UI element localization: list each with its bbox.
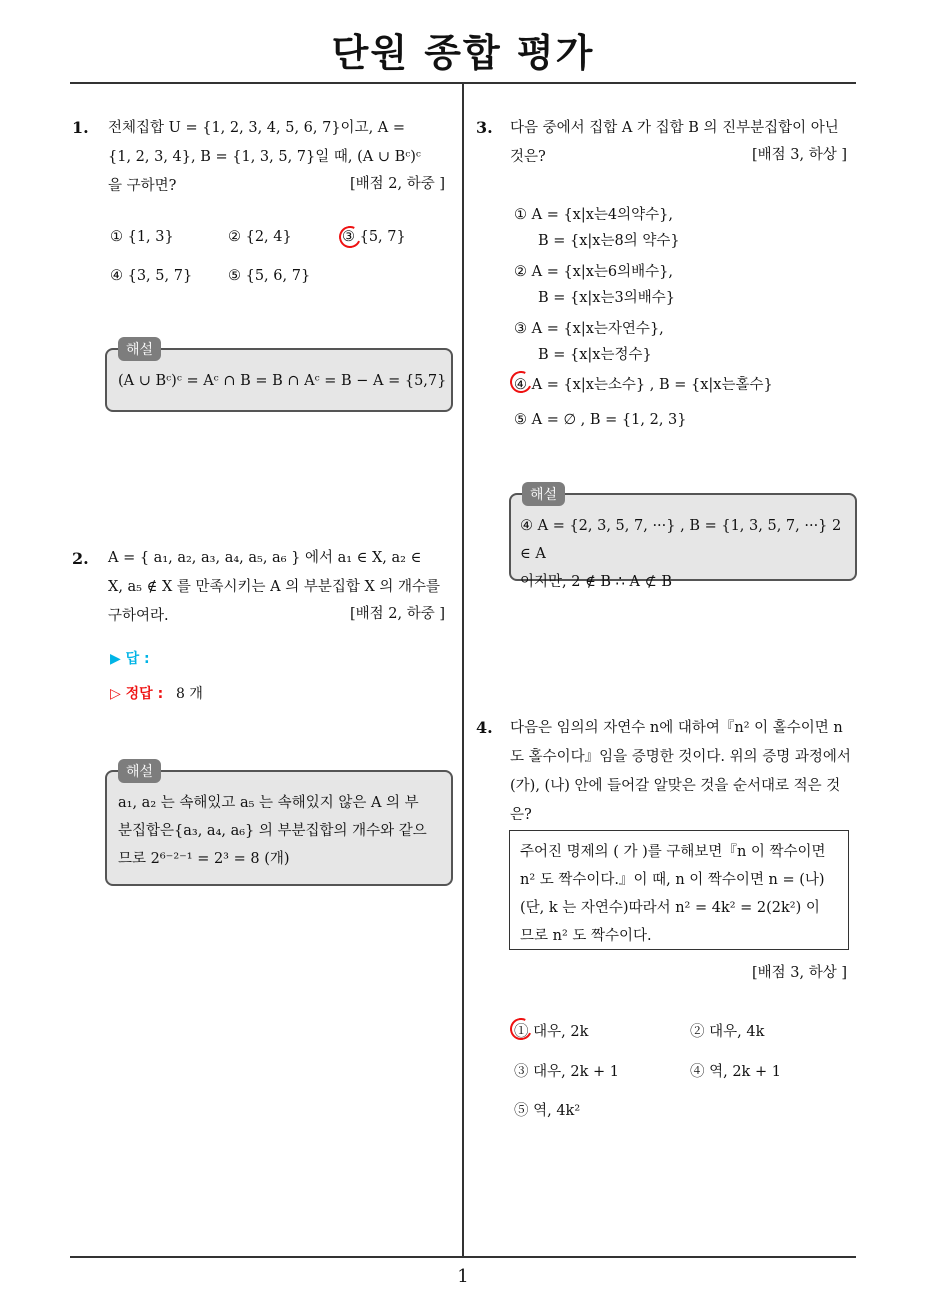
q3-option-2[interactable]: ② A = {x|x는6의배수}, xyxy=(514,264,674,280)
question-3-line: 다음 중에서 집합 A 가 집합 B 의 진부분집합이 아닌 xyxy=(510,120,839,136)
q3-option-4[interactable]: ④ A = {x|x는소수} , B = {x|x는홀수} xyxy=(514,377,773,393)
page-number: 1 xyxy=(457,1266,469,1287)
q3-option-3-line2: B = {x|x는정수} xyxy=(538,347,652,363)
q2-explanation-tag: 해설 xyxy=(118,759,161,783)
q4-option-5[interactable]: ⑤ 역, 4k² xyxy=(514,1103,581,1119)
page-title: 단원 종합 평가 xyxy=(331,31,595,75)
q1-option-4[interactable]: ④ {3, 5, 7} xyxy=(110,268,193,284)
question-4-line: 은? xyxy=(510,807,532,823)
q3-option-1-line2: B = {x|x는8의 약수} xyxy=(538,233,680,249)
bottom-divider xyxy=(70,1256,856,1258)
question-2-line: A = { a₁, a₂, a₃, a₄, a₅, a₆ } 에서 a₁ ∈ X, a₂ ∈ xyxy=(108,550,422,566)
q1-option-5[interactable]: ⑤ {5, 6, 7} xyxy=(228,268,311,284)
question-1-line: {1, 2, 3, 4}, B = {1, 3, 5, 7}일 때, (A ∪ Bᶜ)ᶜ xyxy=(108,149,421,165)
q1-explanation-tag: 해설 xyxy=(118,337,161,361)
q2-explanation-text xyxy=(118,789,444,873)
q3-explanation-line: ④ A = {2, 3, 5, 7, ···} , B = {1, 3, 5, 7, ···} 2 ∈ A xyxy=(520,518,842,562)
q4-option-1[interactable]: ① 대우, 2k xyxy=(514,1024,589,1040)
correct-answer-label xyxy=(110,683,203,703)
q2-explanation-line: a₁, a₂ 는 속해있고 a₅ 는 속해있지 않은 A 의 부 xyxy=(118,795,419,811)
correct-answer-prefix: ▷ 정답 : xyxy=(110,686,164,702)
q3-option-3[interactable]: ③ A = {x|x는자연수}, xyxy=(514,321,664,337)
q4-option-3[interactable]: ③ 대우, 2k + 1 xyxy=(514,1064,619,1080)
q1-option-3[interactable]: ③ {5, 7} xyxy=(342,229,406,245)
q1-option-2[interactable]: ② {2, 4} xyxy=(228,229,292,245)
proof-line: (단, k 는 자연수)따라서 n² = 4k² = 2(2k²) 이 xyxy=(520,900,820,916)
question-1-line: 을 구하면? xyxy=(108,178,177,194)
question-2-number: 2. xyxy=(72,549,89,568)
q3-option-5[interactable]: ⑤ A = ∅ , B = {1, 2, 3} xyxy=(514,412,687,428)
question-4-line: (가), (나) 안에 들어갈 알맞은 것을 순서대로 적은 것 xyxy=(510,778,841,794)
column-divider xyxy=(462,84,464,1256)
question-1-line: 전체집합 U = {1, 2, 3, 4, 5, 6, 7}이고, A = xyxy=(108,120,406,136)
q3-option-1[interactable]: ① A = {x|x는4의약수}, xyxy=(514,207,674,223)
answer-mark-circle xyxy=(336,223,364,251)
question-3-meta: [배점 3, 하상 ] xyxy=(752,147,848,163)
q2-explanation-line: 분집합은{a₃, a₄, a₆} 의 부분집합의 개수와 같으 xyxy=(118,823,427,839)
q3-explanation-text xyxy=(520,512,850,596)
question-2-meta: [배점 2, 하중 ] xyxy=(350,606,446,622)
q3-option-2-line2: B = {x|x는3의배수} xyxy=(538,290,675,306)
question-2-line: X, a₅ ∉ X 를 만족시키는 A 의 부분집합 X 의 개수를 xyxy=(108,579,441,595)
q4-option-4[interactable]: ④ 역, 2k + 1 xyxy=(690,1064,781,1080)
q1-option-1[interactable]: ① {1, 3} xyxy=(110,229,174,245)
q1-explanation-text: (A ∪ Bᶜ)ᶜ = Aᶜ ∩ B = B ∩ Aᶜ = B − A = {5,7} xyxy=(118,373,447,389)
q4-option-2[interactable]: ② 대우, 4k xyxy=(690,1024,765,1040)
q3-explanation-line: 이지만, 2 ∉ B ∴ A ⊄ B xyxy=(520,574,673,590)
question-3-line: 것은? xyxy=(510,149,546,165)
proof-line: n² 도 짝수이다.』이 때, n 이 짝수이면 n = (나) xyxy=(520,872,825,888)
proof-line: 주어진 명제의 ( 가 )를 구해보면『n 이 짝수이면 xyxy=(520,844,826,860)
question-1-meta: [배점 2, 하중 ] xyxy=(350,176,446,192)
question-1-number: 1. xyxy=(72,118,89,137)
q2-explanation-line: 므로 2⁶⁻²⁻¹ = 2³ = 8 (개) xyxy=(118,851,290,867)
question-2-line: 구하여라. xyxy=(108,608,169,624)
question-3-number: 3. xyxy=(476,118,493,137)
question-4-text xyxy=(510,714,858,830)
question-4-line: 도 홀수이다』임을 증명한 것이다. 위의 증명 과정에서 xyxy=(510,749,851,765)
answer-input-label[interactable]: ▶ 답 : xyxy=(110,651,150,667)
proof-line: 므로 n² 도 짝수이다. xyxy=(520,928,652,944)
question-4-line: 다음은 임의의 자연수 n에 대하여『n² 이 홀수이면 n xyxy=(510,720,843,736)
proof-text xyxy=(520,838,844,950)
question-4-number: 4. xyxy=(476,718,493,737)
correct-answer-value: 8 개 xyxy=(176,686,203,702)
q3-explanation-tag: 해설 xyxy=(522,482,565,506)
question-4-meta: [배점 3, 하상 ] xyxy=(752,965,848,981)
